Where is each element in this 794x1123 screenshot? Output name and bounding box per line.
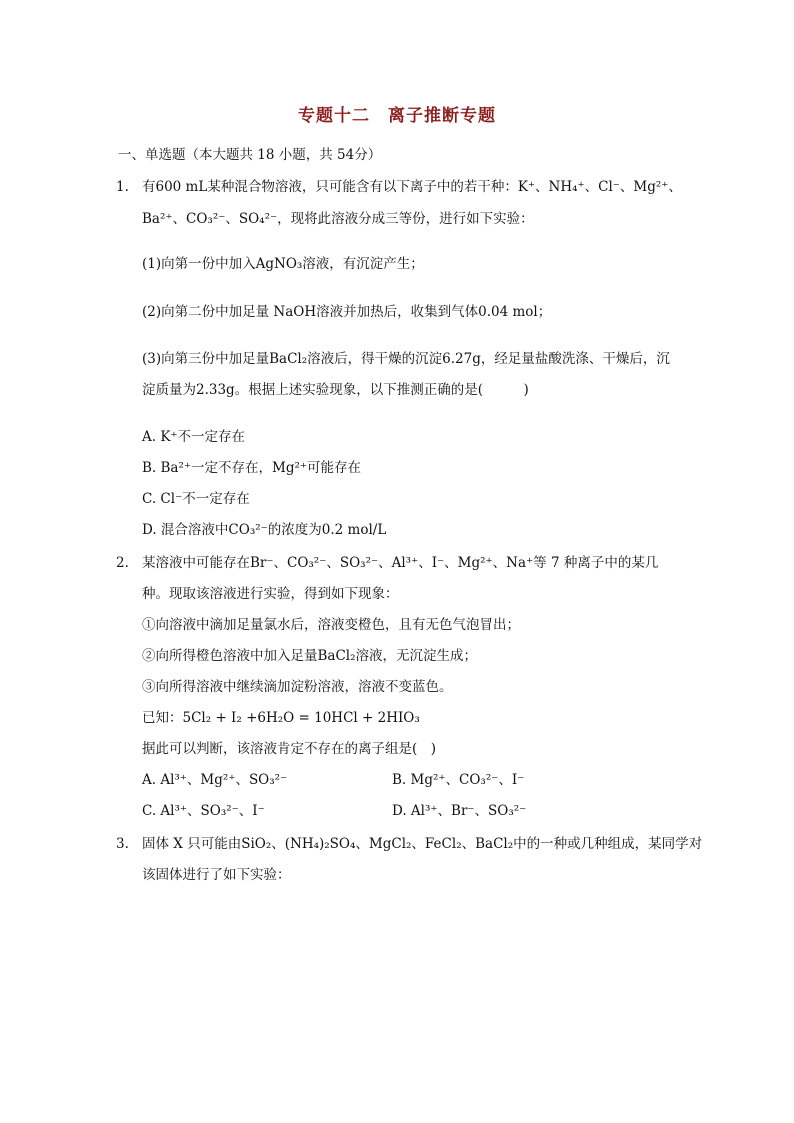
answer-option[interactable]: A. Al³⁺、Mg²⁺、SO₃²⁻ [142, 772, 288, 788]
observation: ①向溶液中滴加足量氯水后，溶液变橙色，且有无色气泡冒出； [142, 617, 520, 633]
question-number: 1. [116, 179, 129, 195]
question-text: 有600 mL某种混合物溶液，只可能含有以下离子中的若干种：K⁺、NH₄⁺、Cl⁻、Mg²⁺、 [142, 179, 682, 195]
answer-option[interactable]: D. 混合溶液中CO₃²⁻的浓度为0.2 mol/L [142, 522, 387, 538]
answer-option[interactable]: B. Mg²⁺、CO₃²⁻、I⁻ [392, 772, 525, 788]
answer-option[interactable]: B. Ba²⁺一定不存在，Mg²⁺可能存在 [142, 460, 362, 476]
question-text: Ba²⁺、CO₃²⁻、SO₄²⁻，现将此溶液分成三等份，进行如下实验： [142, 211, 534, 227]
question-text: 固体 X 只可能由SiO₂、(NH₄)₂SO₄、MgCl₂、FeCl₂、BaCl₂中的一种或几种组成，某同学对 [142, 836, 703, 852]
answer-option[interactable]: D. Al³⁺、Br⁻、SO₃²⁻ [392, 803, 527, 819]
answer-option[interactable]: C. Cl⁻不一定存在 [142, 491, 250, 507]
observation: ③向所得溶液中继续滴加淀粉溶液，溶液不变蓝色。 [142, 679, 453, 695]
question-number: 2. [116, 555, 129, 571]
question-number: 3. [116, 836, 129, 852]
known-equation: 已知：5Cl₂ + I₂ +6H₂O = 10HCl + 2HIO₃ [142, 710, 420, 726]
answer-option[interactable]: A. K⁺不一定存在 [142, 429, 246, 445]
question-text: 某溶液中可能存在Br⁻、CO₃²⁻、SO₃²⁻、Al³⁺、I⁻、Mg²⁺、Na⁺等 7 种离子中的某几 [142, 555, 659, 571]
page-title: 专题十二 离子推断专题 [298, 106, 496, 126]
section-heading: 一、单选题（本大题共 18 小题，共 54分） [118, 147, 382, 163]
experiment-step: 淀质量为2.33g。根据上述实验现象，以下推测正确的是( ) [142, 382, 529, 398]
question-text: 种。现取该溶液进行实验，得到如下现象： [142, 586, 399, 602]
experiment-step: (2)向第二份中加足量 NaOH溶液并加热后，收集到气体0.04 mol； [142, 304, 552, 320]
experiment-step: (1)向第一份中加入AgNO₃溶液，有沉淀产生； [142, 256, 424, 272]
observation: ②向所得橙色溶液中加入足量BaCl₂溶液，无沉淀生成； [142, 648, 478, 664]
question-ask: 据此可以判断，该溶液肯定不存在的离子组是( ) [142, 741, 437, 757]
answer-option[interactable]: C. Al³⁺、SO₃²⁻、I⁻ [142, 803, 265, 819]
experiment-step: (3)向第三份中加足量BaCl₂溶液后，得干燥的沉淀6.27g，经足量盐酸洗涤、干燥后，沉 [142, 351, 670, 367]
question-text: 该固体进行了如下实验： [142, 867, 291, 883]
